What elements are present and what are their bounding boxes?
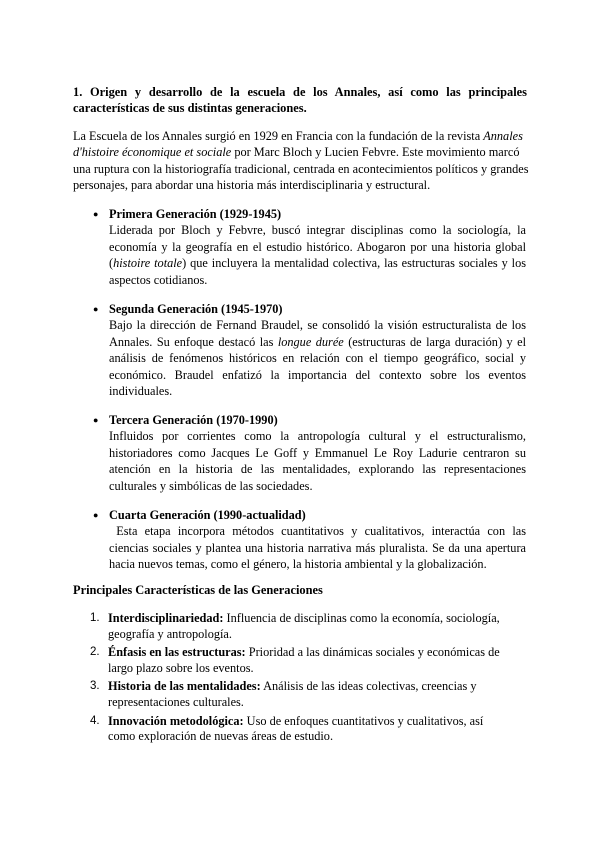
generation-title: Tercera Generación (1970-1990) [109,413,278,427]
generation-body-text-end: (estructuras de larga duración) y el análisis de fenómenos históricos en relación con el tiempo geográfico, social y económico. Braudel enfatizó la importancia del contexto sobre los eventos individuales. [109,334,526,399]
generation-item [93,206,526,288]
list-number: 2. [90,646,100,659]
generation-body-text: Liderada por Bloch y Febvre, buscó integrar disciplinas como la sociología, la economía y la geografía en el estudio histórico. Abogaron por una historia global ( [109,223,526,271]
generation-title: Segunda Generación (1945-1970) [109,302,283,316]
generation-item [93,412,526,494]
characteristics-list [90,611,510,748]
intro-paragraph [73,128,531,194]
intro-text-end: por Marc Bloch y Lucien Febvre. Este movimiento marcó una ruptura con la historiografía tradicional, centrada en acontecimientos políticos y grandes personajes, para abordar una historia más interdisciplinaria y estructural. [73,145,529,193]
list-number: 3. [90,680,100,693]
generation-body-text: Bajo la dirección de Fernand Braudel, se consolidó la visión estructuralista de los Annales. Su enfoque destacó las [109,318,526,349]
generation-body [109,523,530,572]
list-item-text: Análisis de las ideas colectivas, creencias y representaciones culturales. [108,679,477,709]
list-item-text: Influencia de disciplinas como la economía, sociología, geografía y antropología. [108,611,500,641]
generation-body [109,222,526,288]
generation-body-italic: longue durée [277,334,344,349]
list-item-label: Innovación metodológica: [108,713,244,728]
generation-body-text: Influidos por corrientes como la antropología cultural y el estructuralismo, historiadores como Jacques Le Goff y Emmanuel Le Roy Ladurie centraron su atención en la historia de las mentalidades, explorando las representaciones culturales y simbólicas de las sociedades. [109,429,526,493]
list-item [90,645,510,676]
generation-item [93,507,530,573]
bullet-icon: ● [93,415,99,425]
generation-body-text-end: ) que incluyera la mentalidad colectiva, las estructuras sociales y los aspectos cotidianos. [109,256,526,287]
list-item-text: Prioridad a las dinámicas sociales y económicas de largo plazo sobre los eventos. [108,645,500,675]
list-item-label: Historia de las mentalidades: [108,679,261,694]
list-item-label: Énfasis en las estructuras: [108,645,246,660]
generation-body [109,317,526,399]
list-item-label: Interdisciplinariedad: [108,611,224,625]
generation-title: Cuarta Generación (1990-actualidad) [109,508,306,522]
list-item-text: Uso de enfoques cuantitativos y cualitativos, así como exploración de nuevas áreas de estudio. [108,713,484,744]
generation-body [109,428,526,494]
list-number: 1. [90,612,100,624]
generation-item [93,301,526,399]
generation-body-text: Esta etapa incorpora métodos cuantitativos y cualitativos, interactúa con las ciencias sociales y plantea una historia narrativa más pluralista. Se da una apertura hacia nuevos temas, como el género, la historia ambiental y la globalización. [109,524,530,572]
list-item [90,714,510,745]
generation-body-italic: histoire totale [113,256,183,271]
journal-title: Annales d'histoire économique et sociale [73,129,523,160]
bullet-icon: ● [93,209,99,219]
list-item [90,611,510,642]
list-number: 4. [90,714,100,727]
bullet-icon: ● [93,510,99,520]
intro-text-start: La Escuela de los Annales surgió en 1929 en Francia con la fundación de la revista [73,129,484,143]
characteristics-title: Principales Características de las Generaciones [73,583,323,597]
list-item [90,679,510,710]
generation-title: Primera Generación (1929-1945) [109,207,282,221]
bullet-icon: ● [93,304,99,314]
section-heading: 1. Origen y desarrollo de la escuela de los Annales, así como las principales características de sus distintas generaciones. [73,85,527,115]
